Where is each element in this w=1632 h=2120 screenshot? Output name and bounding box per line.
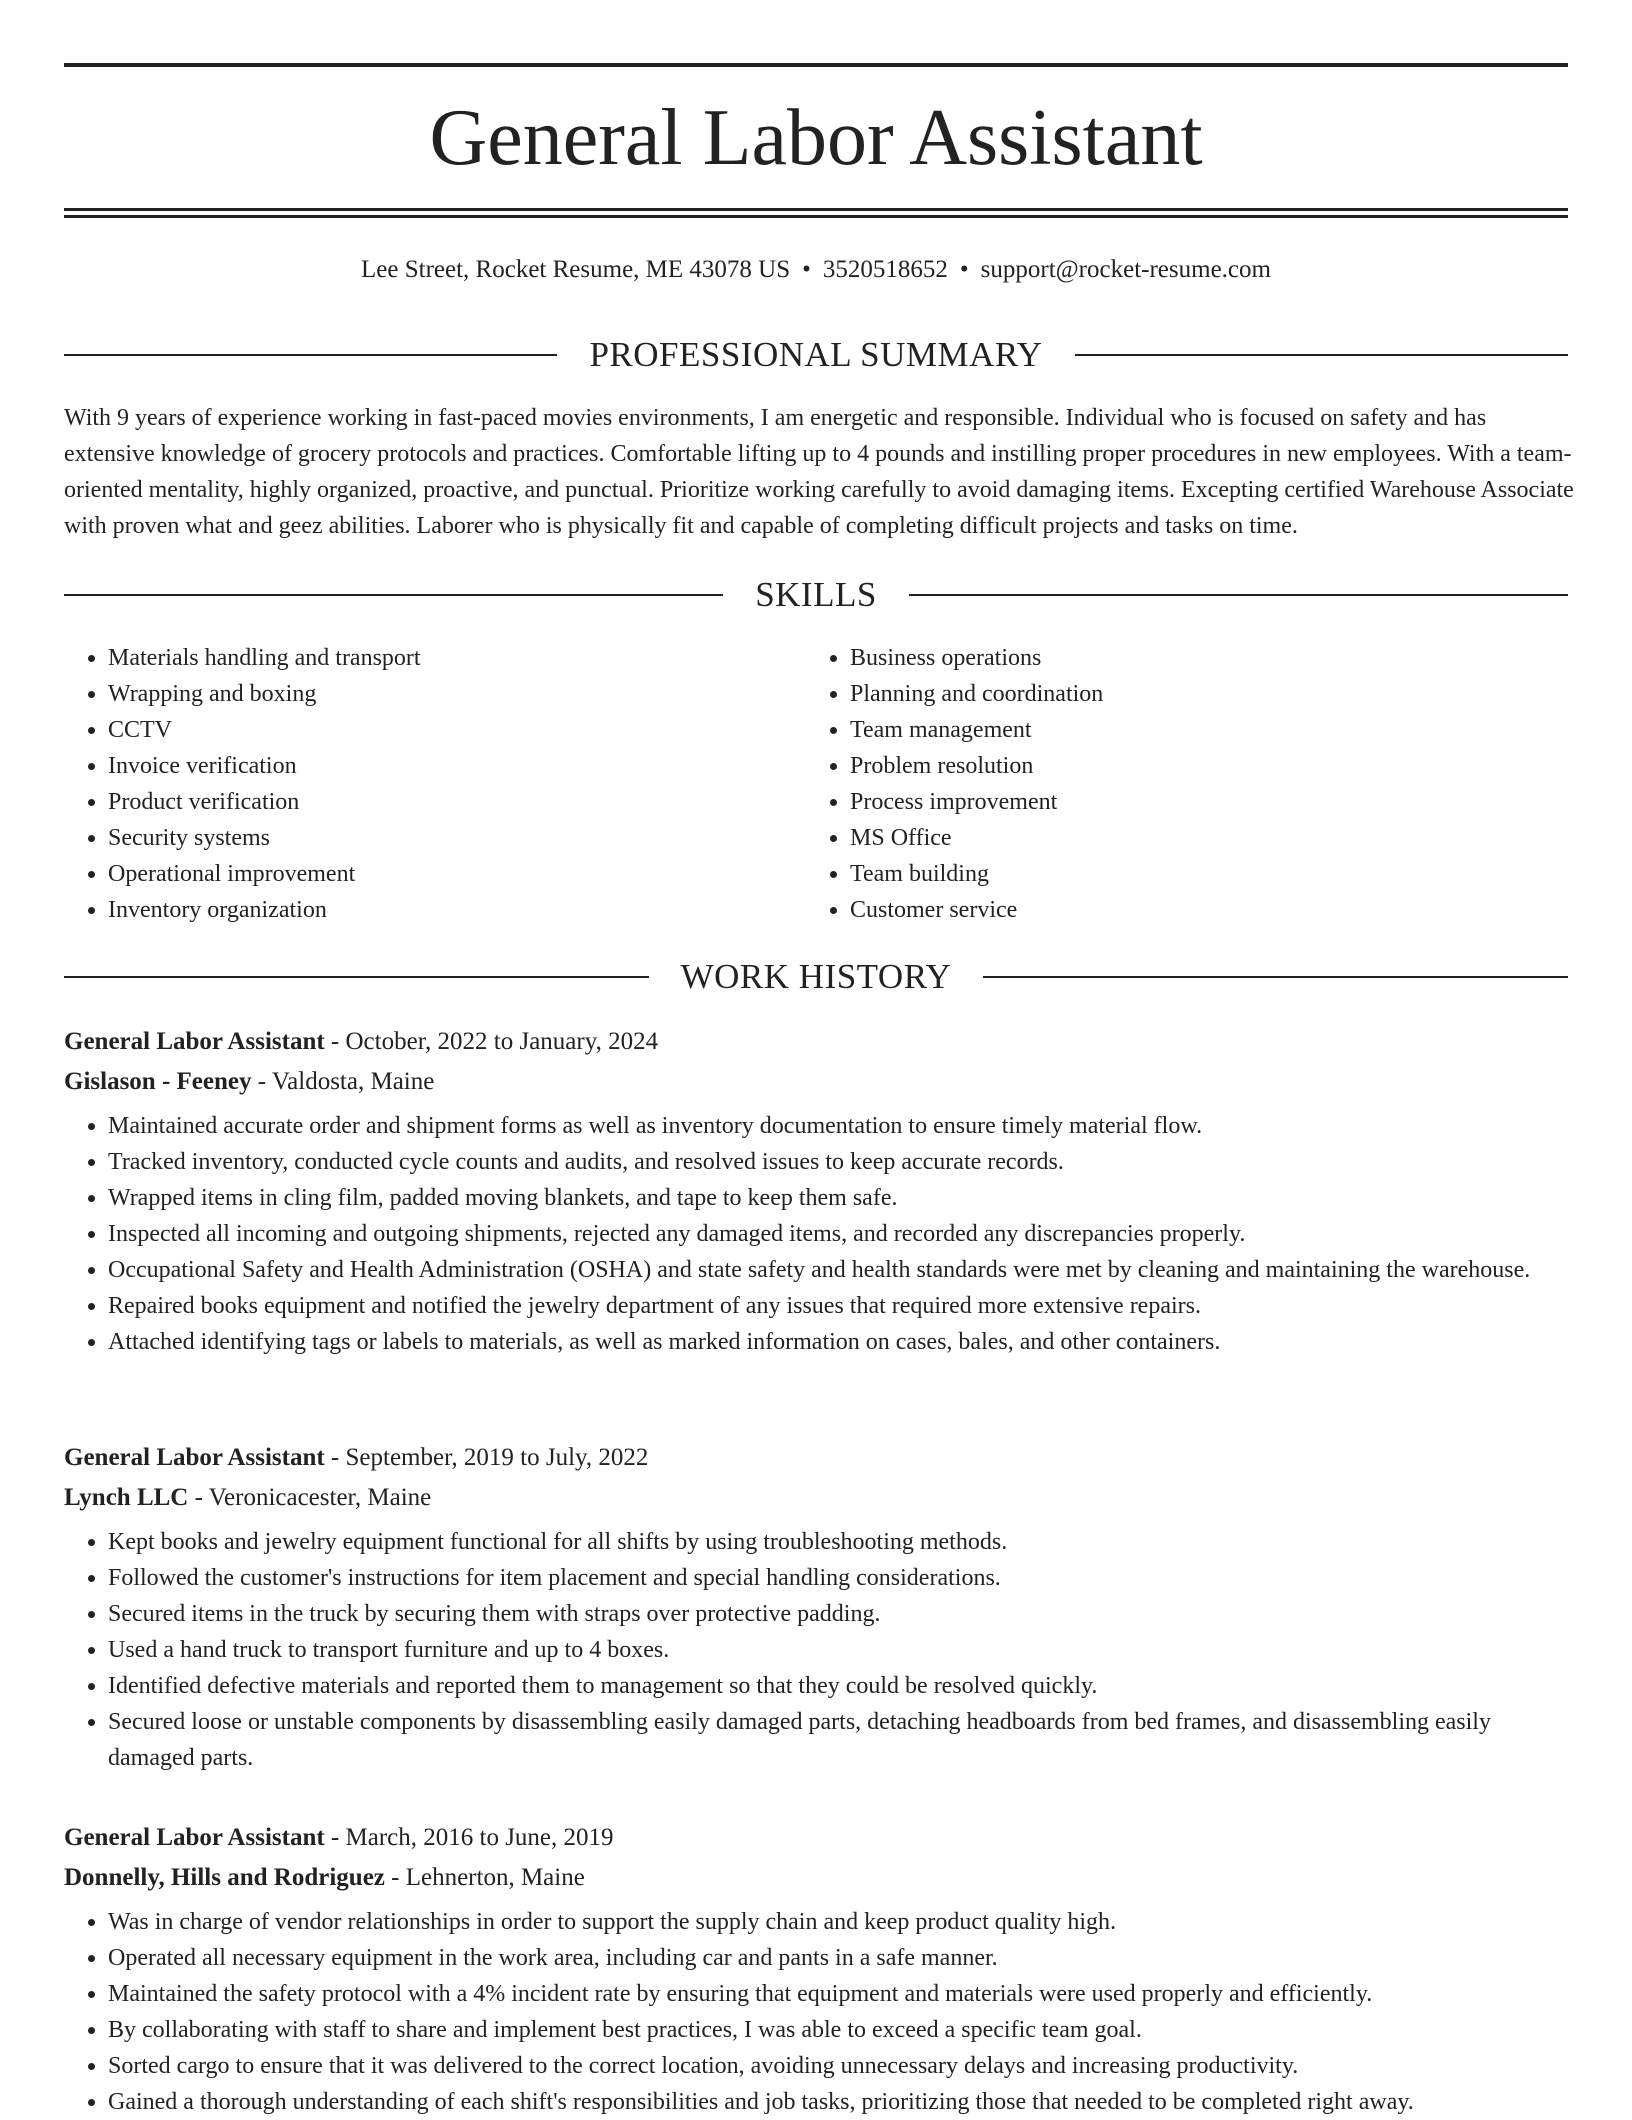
summary-text: With 9 years of experience working in fast-paced movies environments, I am energetic and responsible. Individual who is focused on safety and has extensive knowledge of grocery protocols and practices. Comfortable lifting up to 4 pounds and instilling proper procedures in new employees. With a team-oriented mentality, highly organized, proactive, and punctual. Prioritize working carefully to avoid damaging items. Excepting certified Warehouse Associate with proven what and geez abilities. Laborer who is physically fit and capable of completing difficult projects and tasks on time.	[64, 405, 1574, 539]
work-history-heading-text: WORK HISTORY	[680, 957, 952, 996]
job-dates: - September, 2019 to July, 2022	[330, 1444, 649, 1471]
job-bullets	[64, 1524, 1568, 1776]
heading-rule-left	[64, 976, 649, 978]
job-bullet: • Inspected all incoming and outgoing shipments, rejected any damaged items, and recorded any discrepancies properly.	[108, 1216, 1568, 1252]
contact-line	[64, 254, 1568, 286]
skills-list-right	[806, 640, 1103, 928]
job-entry	[64, 1818, 1568, 2120]
skill-item: • Team building	[850, 856, 1103, 892]
skill-item: • Wrapping and boxing	[108, 676, 421, 712]
job-bullet: • Gained a thorough understanding of each shift's responsibilities and job tasks, prioritizing those that needed to be completed right away.	[108, 2084, 1568, 2120]
job-title: General Labor Assistant	[64, 1028, 325, 1055]
job-bullet: • Kept books and jewelry equipment functional for all shifts by using troubleshooting methods.	[108, 1524, 1568, 1560]
title-double-rule-lower	[64, 215, 1568, 218]
job-bullet: • Maintained accurate order and shipment forms as well as inventory documentation to ensure timely material flow.	[108, 1108, 1568, 1144]
heading-rule-right	[1075, 354, 1568, 356]
job-bullet: • Occupational Safety and Health Administration (OSHA) and state safety and health standards were met by cleaning and maintaining the warehouse.	[108, 1252, 1568, 1288]
heading-rule-right	[909, 594, 1568, 596]
contact-separator: •	[959, 256, 969, 283]
contact-address: Lee Street, Rocket Resume, ME 43078 US	[361, 256, 791, 283]
contact-phone: 3520518652	[822, 256, 948, 283]
summary-heading	[64, 333, 1568, 377]
job-entry	[64, 1022, 1568, 1360]
heading-rule-right	[983, 976, 1568, 978]
skill-item: • Materials handling and transport	[108, 640, 421, 676]
skill-item: • Problem resolution	[850, 748, 1103, 784]
job-bullets	[64, 1108, 1568, 1360]
job-bullet: • Operated all necessary equipment in the work area, including car and pants in a safe manner.	[108, 1940, 1568, 1976]
heading-rule-left	[64, 354, 557, 356]
skill-item: • Customer service	[850, 892, 1103, 928]
job-dates: - October, 2022 to January, 2024	[330, 1028, 659, 1055]
job-bullet: • Secured loose or unstable components by disassembling easily damaged parts, detaching headboards from bed frames, and disassembling easily damaged parts.	[108, 1704, 1568, 1776]
contact-separator: •	[802, 256, 811, 283]
job-bullet: • Identified defective materials and reported them to management so that they could be resolved quickly.	[108, 1668, 1568, 1704]
skill-item: • Operational improvement	[108, 856, 421, 892]
work-history-heading	[64, 955, 1568, 999]
job-company-line	[64, 1478, 1568, 1518]
skill-item: • Team management	[850, 712, 1103, 748]
title-double-rule-upper	[64, 208, 1568, 211]
skill-item: • Process improvement	[850, 784, 1103, 820]
job-company: Gislason - Feeney	[64, 1068, 252, 1095]
job-bullets	[64, 1904, 1568, 2120]
job-location: - Valdosta, Maine	[257, 1068, 435, 1095]
skill-item: • MS Office	[850, 820, 1103, 856]
job-bullet: • By collaborating with staff to share and implement best practices, I was able to exceed a specific team goal.	[108, 2012, 1568, 2048]
top-rule	[64, 63, 1568, 67]
job-title-line	[64, 1022, 1568, 1062]
resume-title: General Labor Assistant	[429, 94, 1203, 182]
job-bullet: • Attached identifying tags or labels to materials, as well as marked information on cases, bales, and other containers.	[108, 1324, 1568, 1360]
job-bullet: • Used a hand truck to transport furniture and up to 4 boxes.	[108, 1632, 1568, 1668]
skill-item: • Security systems	[108, 820, 421, 856]
job-bullet: • Followed the customer's instructions for item placement and special handling considerations.	[108, 1560, 1568, 1596]
job-location: - Veronicacester, Maine	[194, 1484, 432, 1511]
skills-heading-text: SKILLS	[755, 575, 877, 614]
skill-item: • CCTV	[108, 712, 421, 748]
skill-item: • Business operations	[850, 640, 1103, 676]
job-company-line	[64, 1858, 1568, 1898]
job-company: Donnelly, Hills and Rodriguez	[64, 1864, 385, 1891]
job-bullet: • Secured items in the truck by securing them with straps over protective padding.	[108, 1596, 1568, 1632]
job-entry	[64, 1438, 1568, 1776]
job-bullet: • Sorted cargo to ensure that it was delivered to the correct location, avoiding unnecessary delays and increasing productivity.	[108, 2048, 1568, 2084]
skills-list-left	[64, 640, 421, 928]
job-company-line	[64, 1062, 1568, 1102]
job-title: General Labor Assistant	[64, 1444, 325, 1471]
job-company: Lynch LLC	[64, 1484, 189, 1511]
job-bullet: • Tracked inventory, conducted cycle counts and audits, and resolved issues to keep accurate records.	[108, 1144, 1568, 1180]
summary-heading-text: PROFESSIONAL SUMMARY	[589, 335, 1043, 374]
job-dates: - March, 2016 to June, 2019	[330, 1824, 614, 1851]
job-bullet: • Repaired books equipment and notified the jewelry department of any issues that required more extensive repairs.	[108, 1288, 1568, 1324]
job-bullet: • Maintained the safety protocol with a 4% incident rate by ensuring that equipment and materials were used properly and efficiently.	[108, 1976, 1568, 2012]
job-title-line	[64, 1438, 1568, 1478]
heading-rule-left	[64, 594, 723, 596]
skill-item: • Inventory organization	[108, 892, 421, 928]
skill-item: • Product verification	[108, 784, 421, 820]
job-bullet: • Was in charge of vendor relationships in order to support the supply chain and keep product quality high.	[108, 1904, 1568, 1940]
job-bullet: • Wrapped items in cling film, padded moving blankets, and tape to keep them safe.	[108, 1180, 1568, 1216]
job-location: - Lehnerton, Maine	[391, 1864, 585, 1891]
skills-heading	[64, 573, 1568, 617]
job-title: General Labor Assistant	[64, 1824, 325, 1851]
skill-item: • Planning and coordination	[850, 676, 1103, 712]
skill-item: • Invoice verification	[108, 748, 421, 784]
contact-email: support@rocket-resume.com	[980, 256, 1271, 283]
job-title-line	[64, 1818, 1568, 1858]
